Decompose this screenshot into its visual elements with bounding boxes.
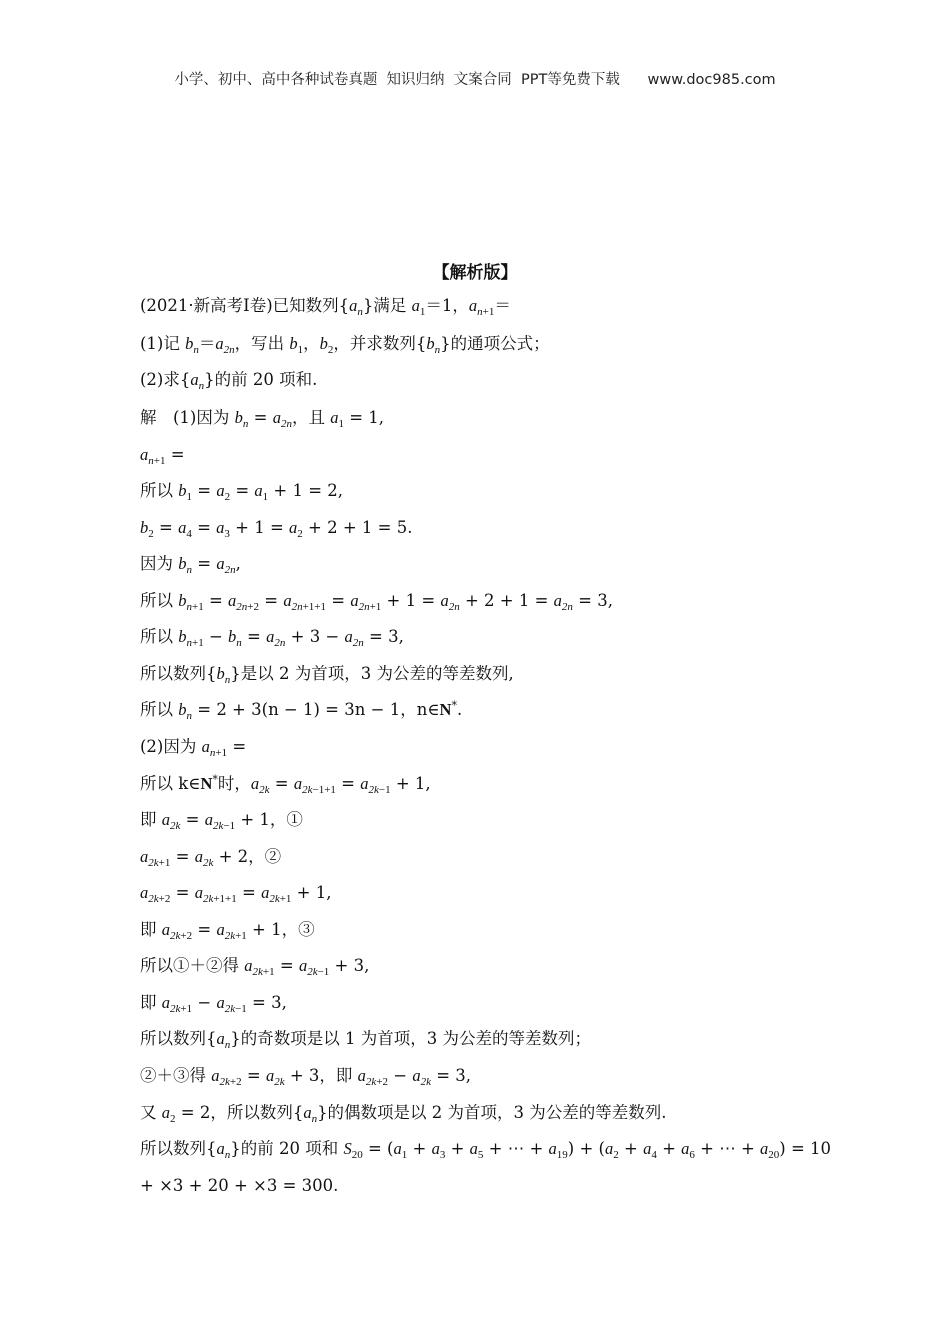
solution-line: + ×3 + 20 + ×3 = 300.	[140, 1176, 339, 1195]
site-header: 小学、初中、高中各种试卷真题 知识归纳 文案合同 PPT等免费下载 www.doc985.com	[174, 72, 776, 88]
solution-line: 又 $a_2 = 2$，所以数列$\{a_n\}$的偶数项是以 2 为首项，3 为公差的等差数列.	[140, 1103, 667, 1125]
solution-line: 所以数列$\{b_n\}$是以 2 为首项，3 为公差的等差数列,	[140, 664, 514, 686]
solution-line: (2)因为 $a_{n+1}$ =	[140, 737, 247, 759]
solution-line: 所以 $b_{n+1} - b_n = a_{2n} + 3 - a_{2n} = 3$,	[140, 627, 404, 649]
solution-line: 即 $a_{2k+2} = a_{2k+1} + 1$，③	[140, 920, 315, 942]
solution-line: 解 (1)因为 $b_n = a_{2n}$，且 $a_1 = 1$,	[140, 408, 385, 430]
solution-line: 所以数列$\{a_n\}$的前 20 项和 $S_{20} = (a_1 + a_3 + a_5$ + ⋯ + $a_{19}) + (a_2 + a_4 + a_6$ + ⋯ + $a_{20}) = 10$	[140, 1139, 832, 1161]
solution-line: 所以 k∈N*时，$a_{2k} = a_{2k-1+1} = a_{2k-1} + 1$,	[140, 773, 431, 796]
solution-line: 即 $a_{2k} = a_{2k-1} + 1$，①	[140, 810, 303, 832]
question-1: (1)记 $b_n=a_{2n}$，写出 $b_1$，$b_2$，并求数列$\{b_n\}$的通项公式；	[140, 334, 550, 356]
page-title: 【解析版】	[432, 263, 518, 283]
solution-line: $b_2 = a_4 = a_3 + 1 = a_2 + 2 + 1 = 5$.	[140, 518, 413, 540]
solution-line: 所以 $b_n = 2 + 3(n - 1) = 3n - 1$，n∈N*.	[140, 699, 463, 722]
solution-line: 所以 $b_{n+1} = a_{2n+2} = a_{2n+1+1} = a_{2n+1} + 1 = a_{2n} + 2 + 1 = a_{2n} = 3$,	[140, 591, 613, 613]
solution-line: 所以数列$\{a_n\}$的奇数项是以 1 为首项，3 为公差的等差数列；	[140, 1029, 591, 1051]
question-2: (2)求$\{a_n\}$的前 20 项和.	[140, 370, 318, 392]
solution-line: 因为 $b_n = a_{2n}$,	[140, 554, 241, 576]
solution-line: $a_{2k+1} = a_{2k} + 2$，②	[140, 847, 282, 869]
solution-line: $a_{2k+2} = a_{2k+1+1} = a_{2k+1} + 1$,	[140, 883, 332, 905]
solution-line: 所以 $b_1 = a_2 = a_1 + 1 = 2$,	[140, 481, 344, 503]
solution-line: ②＋③得 $a_{2k+2} = a_{2k} + 3$，即 $a_{2k+2} - a_{2k} = 3$,	[140, 1066, 472, 1088]
solution-line: $a_{n+1}$ =	[140, 445, 185, 467]
solution-line: 即 $a_{2k+1} - a_{2k-1} = 3$,	[140, 993, 287, 1015]
solution-line: 所以①＋②得 $a_{2k+1} = a_{2k-1} + 3$,	[140, 956, 370, 978]
problem-statement: (2021·新高考Ⅰ卷)已知数列$\{a_n\}$满足 $a_1=1$，$a_{n+1}=$	[140, 296, 511, 318]
